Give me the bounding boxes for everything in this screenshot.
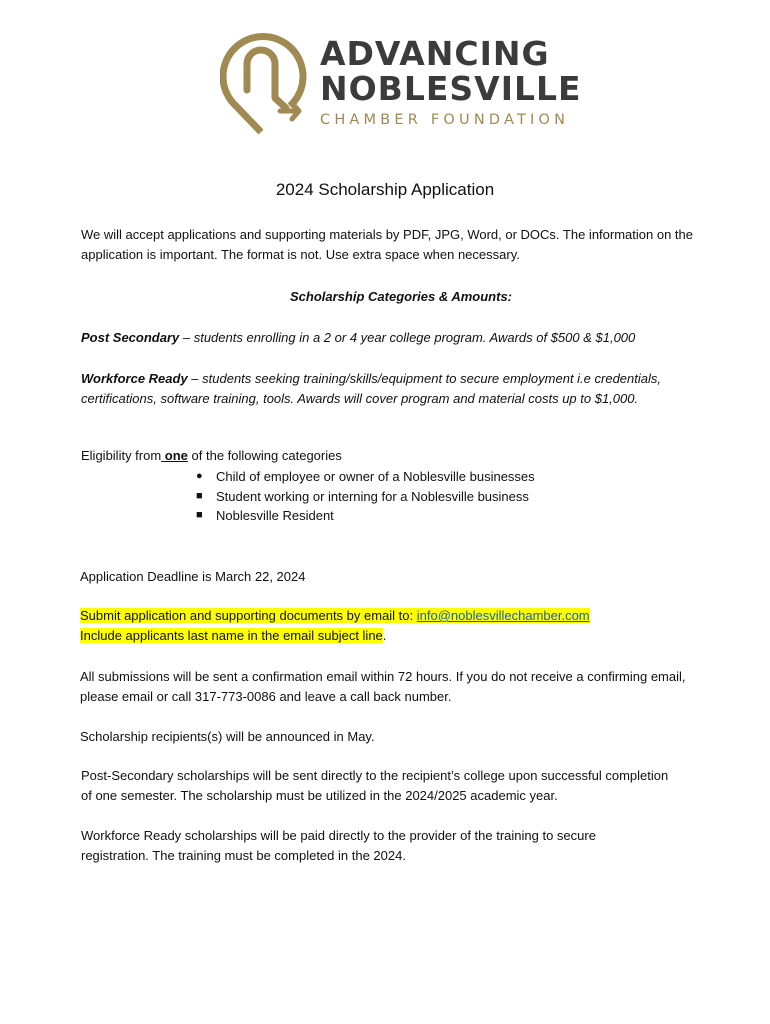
post-secondary-note: Post-Secondary scholarships will be sent directly to the recipient’s college upon successful completion of one semester. The scholarship must be utilized in the 2024/2025 academic year. — [81, 768, 669, 803]
email-link[interactable]: info@noblesvillechamber.com — [416, 608, 590, 623]
eligibility-suffix: of the following categories — [187, 448, 342, 463]
list-item — [196, 467, 535, 487]
deadline-text: Application Deadline is March 22, 2024 — [80, 569, 306, 584]
list-item — [196, 506, 535, 526]
confirmation-paragraph: All submissions will be sent a confirmation email within 72 hours. If you do not receive a confirming email, please email or call 317-773-0086 and leave a call back number. — [80, 669, 686, 704]
eligibility-list — [196, 467, 535, 526]
bullet-marker: ■ — [196, 489, 203, 502]
logo — [220, 28, 580, 140]
list-item — [196, 487, 535, 507]
post-secondary-label: Post Secondary — [81, 330, 180, 345]
announce-paragraph: Scholarship recipients(s) will be announced in May. — [80, 729, 375, 744]
intro-paragraph: We will accept applications and supporting materials by PDF, JPG, Word, or DOCs. The information on the application is important. The format is not. Use extra space when necessary. — [81, 227, 693, 262]
logo-line-foundation: CHAMBER FOUNDATION — [320, 112, 570, 128]
post-secondary-text: – students enrolling in a 2 or 4 year college program. Awards of $500 & $1,000 — [179, 330, 636, 345]
workforce-label: Workforce Ready — [81, 371, 188, 386]
post-secondary-paragraph — [81, 328, 721, 348]
categories-heading: Scholarship Categories & Amounts: — [290, 289, 512, 304]
location-pin-n-arrow-icon — [220, 28, 312, 140]
logo-line-noblesville: NOBLESVILLE — [320, 69, 582, 108]
workforce-text: – students seeking training/skills/equipment to secure employment i.e credentials, certifications, software training, tools. Awards will cover program and material costs up to $1,000. — [81, 371, 661, 406]
workforce-note: Workforce Ready scholarships will be paid directly to the provider of the training to secure registration. The training must be completed in the 2024. — [81, 828, 596, 863]
list-item-text: Student working or interning for a Noblesville business — [216, 488, 529, 504]
submit-line-1: Submit application and supporting documents by email to: — [80, 608, 417, 623]
logo-line-advancing: ADVANCING — [320, 34, 550, 73]
workforce-paragraph — [81, 369, 721, 409]
list-item-text: Noblesville Resident — [216, 508, 334, 523]
submit-line-2: Include applicants last name in the email subject line — [80, 628, 383, 643]
list-item-text: Child of employee or owner of a Noblesville businesses — [216, 469, 535, 484]
eligibility-one: one — [161, 448, 188, 463]
eligibility-prefix: Eligibility from — [81, 448, 162, 463]
eligibility-heading — [81, 446, 721, 466]
submit-instructions — [80, 606, 720, 646]
page-title: 2024 Scholarship Application — [275, 180, 495, 199]
submit-period: . — [382, 628, 387, 643]
bullet-marker: ■ — [196, 509, 203, 521]
bullet-marker: ● — [196, 470, 203, 482]
